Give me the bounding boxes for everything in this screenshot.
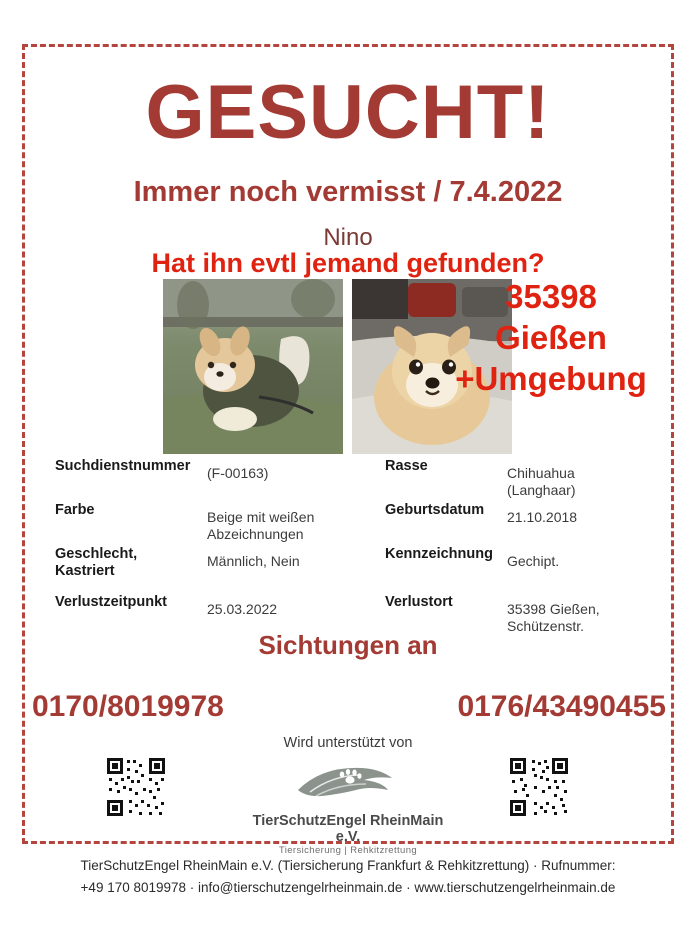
found-question-line: Hat ihn evtl jemand gefunden? (151, 248, 545, 278)
detail-value: Gechipt. (507, 553, 560, 569)
detail-label: Rasse (385, 458, 428, 474)
region-surroundings: +Umgebung (455, 360, 647, 397)
detail-row (385, 546, 645, 586)
detail-row (55, 502, 335, 542)
detail-value: 35398 Gießen, Schützenstr. (507, 601, 600, 634)
footer-line-2: +49 170 8019978 · info@tierschutzengelrheinmain.de · www.tierschutzengelrheinmain.de (80, 880, 616, 895)
phone-number-secondary[interactable]: 0176/43490455 (457, 690, 666, 723)
detail-value: 21.10.2018 (507, 509, 578, 525)
footer-line-1: TierSchutzEngel RheinMain e.V. (Tiersicherung Frankfurt & Rehkitzrettung) · Rufnummer: (80, 858, 616, 873)
detail-row (385, 458, 645, 498)
detail-label: Kennzeichnung (385, 546, 493, 562)
sightings-heading: Sichtungen an (258, 630, 438, 660)
detail-row (385, 594, 645, 634)
detail-row (55, 458, 335, 494)
detail-value: (F-00163) (207, 465, 269, 481)
detail-label: Verlustzeitpunkt (55, 594, 167, 610)
organization-name: TierSchutzEngel RheinMain e.V. (252, 813, 444, 845)
details-column-right (385, 458, 645, 638)
detail-label: Suchdienstnummer (55, 458, 191, 474)
detail-value: Männlich, Nein (207, 553, 300, 569)
detail-value: 25.03.2022 (207, 601, 278, 617)
page-title: GESUCHT! (145, 70, 551, 155)
detail-label: Verlustort (385, 594, 453, 610)
still-missing-line: Immer noch vermisst / 7.4.2022 (133, 176, 563, 208)
wing-paw-logo-icon (288, 760, 408, 806)
supported-by-label: Wird unterstützt von (283, 735, 413, 751)
region-block (420, 276, 682, 399)
detail-row (385, 502, 645, 538)
detail-value: Beige mit weißen Abzeichnungen (207, 509, 315, 542)
detail-label: Farbe (55, 502, 95, 518)
qr-code-left[interactable] (105, 756, 167, 818)
organization-logo (248, 760, 448, 856)
phone-number-primary[interactable]: 0170/8019978 (32, 690, 224, 723)
poster-border (22, 44, 674, 844)
footer-contact (0, 855, 696, 899)
organization-tagline: Tiersicherung | Rehkitzrettung (278, 845, 418, 856)
pet-name: Nino (323, 224, 373, 251)
detail-value: Chihuahua (Langhaar) (507, 465, 576, 498)
region-city: Gießen (495, 319, 607, 356)
detail-row (55, 594, 335, 630)
details-column-left (55, 458, 335, 638)
detail-row (55, 546, 335, 586)
detail-label: Geschlecht, Kastriert (55, 546, 138, 579)
region-zip: 35398 (505, 278, 597, 315)
detail-label: Geburtsdatum (385, 502, 485, 518)
qr-code-right[interactable] (508, 756, 570, 818)
pet-photo-left (163, 279, 343, 454)
